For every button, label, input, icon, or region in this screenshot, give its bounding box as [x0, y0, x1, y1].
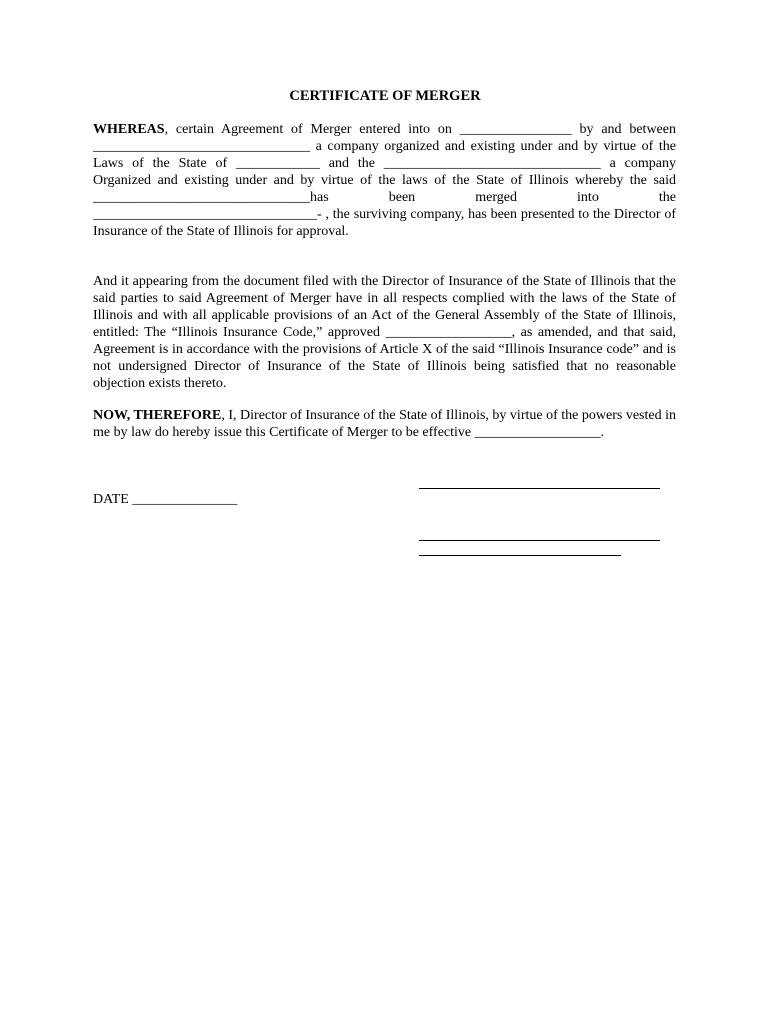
document-title: CERTIFICATE OF MERGER [289, 88, 481, 104]
now-therefore-paragraph [93, 407, 676, 441]
date-field: DATE _______________ [93, 492, 238, 507]
now-therefore-lead: NOW, THEREFORE [93, 408, 222, 423]
signature-line-name [419, 540, 660, 541]
now-therefore-text: , I, Director of Insurance of the State of Illinois, by virtue of the powers vested in me by law do hereby issue this Certificate of Merger to be effective __________________. [93, 408, 676, 440]
whereas-text: , certain Agreement of Merger entered into on ________________ by and between _______________________________ a company organized and existing under and by virtue of the Laws of the State of ____________ and the _______________________________ a company Organized and existing under and by virtue of the laws of the State of Illinois whereby the said _______________________________has been merged into the ________________________________- , the surviving company, has been presented to the Director of Insurance of the State of Illinois for approval. [93, 122, 676, 239]
signature-line-title [419, 555, 621, 556]
whereas-lead: WHEREAS [93, 122, 165, 137]
whereas-paragraph [93, 121, 676, 240]
appearing-paragraph: And it appearing from the document filed with the Director of Insurance of the State of Illinois that the said parties to said Agreement of Merger have in all respects complied with the laws of the State of Illinois and with all applicable provisions of an Act of the General Assembly of the State of Illinois, entitled: The “Illinois Insurance Code,” approved __________________, as amended, and that said, Agreement is in accordance with the provisions of Article X of the said “Illinois Insurance code” and is not undersigned Director of Insurance of the State of Illinois being satisfied that no reasonable objection exists thereto. [93, 274, 676, 391]
signature-line [419, 488, 660, 489]
